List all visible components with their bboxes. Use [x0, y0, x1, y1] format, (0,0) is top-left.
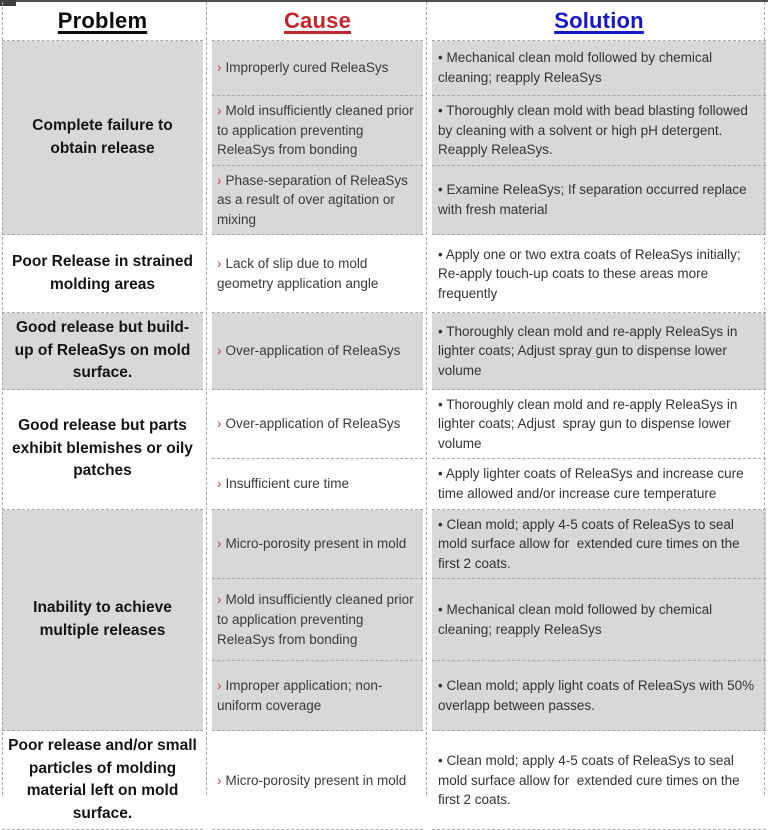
cause-cell [212, 579, 423, 661]
solution-text: • Thoroughly clean mold with bead blasting followed by cleaning with a solvent or high pH detergent. Reapply ReleaSys. [438, 103, 752, 158]
solution-text: • Clean mold; apply light coats of ReleaSys with 50% overlapp between passes. [438, 678, 758, 713]
cause-text: Insufficient cure time [225, 476, 350, 492]
problem-text: Poor release and/or small particles of molding material left on mold surface. [8, 737, 202, 822]
solution-cell [432, 41, 766, 96]
solution-cell [432, 661, 766, 731]
cause-cell [212, 661, 423, 731]
problem-text: Poor Release in strained molding areas [12, 253, 198, 293]
cause-column-header [212, 2, 423, 41]
cause-cell [212, 313, 423, 389]
problem-cell [2, 235, 203, 313]
cause-text: Lack of slip due to mold geometry application angle [217, 256, 379, 291]
problem-cell [2, 390, 203, 510]
cause-cell [212, 731, 423, 830]
solution-text: • Apply lighter coats of ReleaSys and increase cure time allowed and/or increase cure temperature [438, 466, 748, 502]
cause-text: Over-application of ReleaSys [225, 416, 401, 432]
cause-header-label: Cause [283, 8, 352, 33]
cause-marker-icon: › [217, 60, 222, 76]
solution-cell [432, 96, 766, 166]
cause-text: Micro-porosity present in mold [225, 536, 407, 552]
problem-column-header [2, 2, 203, 41]
cause-text: Micro-porosity present in mold [225, 772, 407, 788]
cause-cell [212, 166, 423, 236]
cause-marker-icon: › [217, 103, 222, 118]
problem-header-label: Problem [57, 8, 148, 33]
cause-cell [212, 390, 423, 460]
cause-marker-icon: › [217, 343, 222, 359]
solution-cell [432, 166, 766, 236]
problem-cell [2, 41, 203, 235]
cause-marker-icon: › [217, 476, 222, 492]
cause-marker-icon: › [217, 172, 222, 188]
solution-cell [432, 731, 766, 830]
table-header-row [2, 2, 766, 41]
cause-text: Mold insufficiently cleaned prior to application preventing ReleaSys from bonding [217, 103, 418, 158]
cause-text: Phase-separation of ReleaSys as a result of over agitation or mixing [217, 172, 412, 227]
solution-cell [432, 579, 766, 661]
solution-text: • Clean mold; apply 4-5 coats of ReleaSys to seal mold surface allow for extended cure times on the first 2 coats. [438, 752, 744, 808]
solution-header-label: Solution [554, 8, 644, 33]
cause-cell [212, 41, 423, 96]
solution-text: • Mechanical clean mold followed by chemical cleaning; reapply ReleaSys [438, 50, 716, 85]
table-group-poor-release-strained [2, 235, 766, 313]
solution-text: • Apply one or two extra coats of ReleaSys initially; Re-apply touch-up coats to these areas more frequently [438, 246, 745, 301]
problem-cell [2, 510, 203, 732]
problem-text: Inability to achieve multiple releases [33, 599, 177, 639]
problem-text: Good release but parts exhibit blemishes or oily patches [12, 417, 198, 480]
cause-text: Mold insufficiently cleaned prior to application preventing ReleaSys from bonding [217, 592, 418, 647]
cause-marker-icon: › [217, 536, 222, 552]
cause-text: Improper application; non-uniform coverage [217, 678, 383, 713]
cause-cell [212, 459, 423, 509]
cause-text: Improperly cured ReleaSys [225, 60, 389, 76]
table-group-complete-failure [2, 41, 766, 235]
cause-marker-icon: › [217, 592, 222, 608]
solution-text: • Mechanical clean mold followed by chemical cleaning; reapply ReleaSys [438, 602, 716, 637]
solution-text: • Thoroughly clean mold and re-apply ReleaSys in lighter coats; Adjust spray gun to dispense lower volume [438, 396, 742, 451]
cause-marker-icon: › [217, 416, 222, 432]
problem-cell [2, 313, 203, 389]
problem-text: Complete failure to obtain release [32, 117, 177, 157]
cause-cell [212, 96, 423, 166]
table-group-multiple-releases [2, 510, 766, 732]
solution-cell [432, 459, 766, 509]
solution-cell [432, 313, 766, 389]
table-group-particles-left-on-surface [2, 731, 766, 830]
top-left-corner-mark [0, 0, 16, 6]
solution-cell [432, 510, 766, 580]
cause-marker-icon: › [217, 256, 222, 272]
solution-cell [432, 235, 766, 313]
solution-column-header [432, 2, 766, 41]
cause-marker-icon: › [217, 678, 222, 694]
solution-text: • Thoroughly clean mold and re-apply ReleaSys in lighter coats; Adjust spray gun to dispense lower volume [438, 323, 742, 378]
cause-cell [212, 510, 423, 580]
problem-text: Good release but build-up of ReleaSys on mold surface. [14, 319, 195, 382]
table-group-buildup-on-surface [2, 313, 766, 389]
problem-cell [2, 731, 203, 830]
cause-marker-icon: › [217, 772, 222, 788]
solution-text: • Examine ReleaSys; If separation occurred replace with fresh material [438, 182, 751, 218]
cause-text: Over-application of ReleaSys [225, 343, 401, 359]
solution-cell [432, 390, 766, 460]
table-group-blemishes-oily-patches [2, 390, 766, 510]
cause-cell [212, 235, 423, 313]
solution-text: • Clean mold; apply 4-5 coats of ReleaSys to seal mold surface allow for extended cure times on the first 2 coats. [438, 516, 744, 571]
